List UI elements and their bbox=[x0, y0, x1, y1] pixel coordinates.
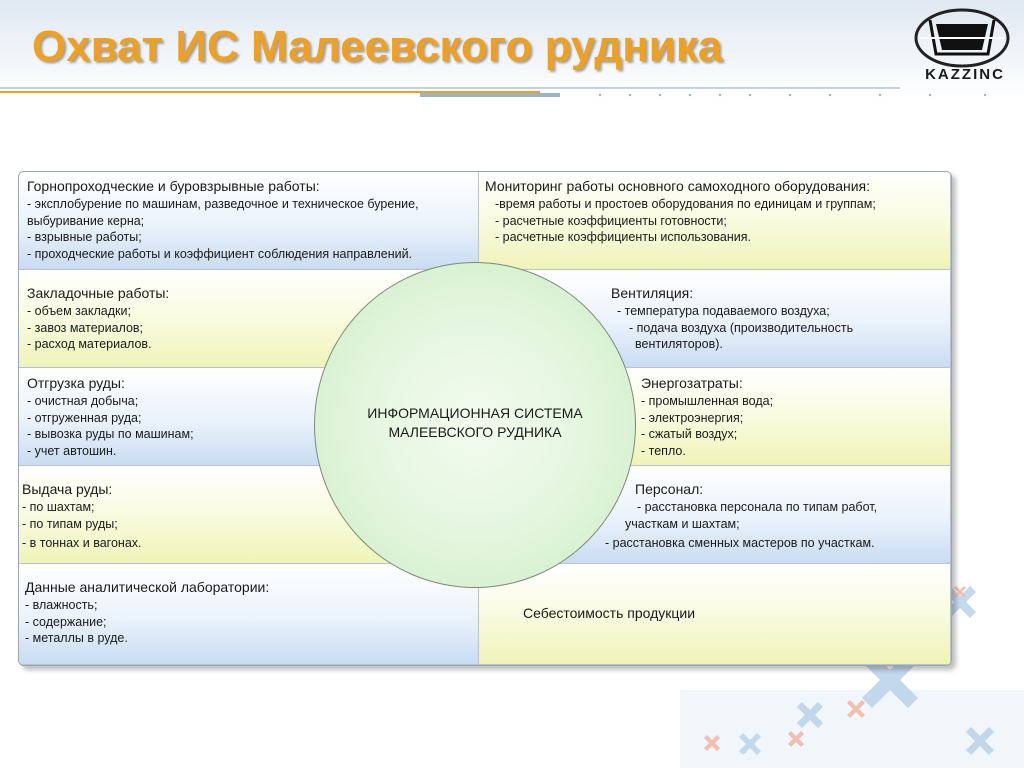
cell-lab-data bbox=[19, 564, 479, 665]
cell-line: - тепло. bbox=[641, 443, 686, 458]
cell-line: - сжатый воздух; bbox=[641, 427, 738, 441]
cell-line: - учет автошин. bbox=[27, 443, 117, 458]
cell-line: - расчетные коэффициенты использования. bbox=[495, 230, 752, 244]
cell-equipment-monitoring bbox=[479, 172, 951, 270]
cell-title: Отгрузка руды: bbox=[27, 375, 125, 391]
cell-line: вентиляторов). bbox=[635, 337, 723, 351]
cell-line: - металлы в руде. bbox=[25, 631, 128, 645]
cell-production-cost bbox=[479, 564, 951, 665]
cell-line: - вывозка руды по машинам; bbox=[27, 427, 194, 441]
cell-line: - промышленная вода; bbox=[641, 394, 774, 408]
cell-line: - по типам руды; bbox=[22, 516, 118, 531]
cell-line: - расход материалов. bbox=[27, 337, 152, 351]
cell-title: Энергозатраты: bbox=[641, 375, 743, 391]
cell-mining-drilling bbox=[19, 172, 479, 270]
cell-title: Закладочные работы: bbox=[27, 285, 170, 301]
slide-title: Охват ИС Малеевского рудника bbox=[32, 22, 723, 71]
cell-title: Данные аналитической лаборатории: bbox=[25, 579, 270, 595]
header-decoration bbox=[0, 86, 1024, 100]
cell-line: - взрывные работы; bbox=[27, 230, 142, 244]
cell-line: - расчетные коэффициенты готовности; bbox=[495, 213, 727, 228]
cell-line: -время работы и простоев оборудования по единицам и группам; bbox=[495, 197, 876, 211]
cell-line: участкам и шахтам; bbox=[625, 516, 740, 531]
cell-title: Вентиляция: bbox=[611, 285, 694, 301]
cell-line: - подача воздуха (производительность bbox=[629, 320, 854, 335]
cell-line: - температура подаваемого воздуха; bbox=[617, 304, 830, 318]
logo-text: KAZZINC bbox=[925, 66, 1005, 83]
cell-title: Мониторинг работы основного самоходного оборудования: bbox=[485, 178, 871, 194]
cell-line: - влажность; bbox=[25, 598, 98, 612]
cell-line: - проходческие работы и коэффициент соблюдения направлений. bbox=[27, 246, 413, 261]
cell-line: - в тоннах и вагонах. bbox=[22, 536, 142, 550]
central-label-line: ИНФОРМАЦИОННАЯ СИСТЕМА bbox=[367, 405, 583, 421]
cell-line: - очистная добыча; bbox=[27, 394, 139, 408]
cell-title: Себестоимость продукции bbox=[523, 605, 696, 621]
cell-title: Персонал: bbox=[635, 481, 704, 497]
cell-line: выбуривание керна; bbox=[27, 213, 145, 228]
cell-line: - эксплобурение по машинам, разведочное и техническое бурение, bbox=[27, 197, 419, 211]
cell-title: Выдача руды: bbox=[22, 481, 113, 497]
cell-line: - расстановка сменных мастеров по участкам. bbox=[605, 536, 875, 550]
cell-line: - содержание; bbox=[25, 614, 107, 629]
cell-line: - объем закладки; bbox=[27, 304, 131, 318]
cell-line: - завоз материалов; bbox=[27, 320, 144, 335]
cell-line: - расстановка персонала по типам работ, bbox=[637, 500, 878, 514]
central-system-label bbox=[314, 404, 636, 442]
cell-title: Горнопроходческие и буровзрывные работы: bbox=[27, 178, 320, 194]
central-label-line: МАЛЕЕВСКОГО РУДНИКА bbox=[388, 424, 562, 440]
cell-line: - отгруженная руда; bbox=[27, 410, 142, 425]
cell-line: - по шахтам; bbox=[22, 500, 95, 514]
cell-line: - электроэнергия; bbox=[641, 410, 744, 425]
